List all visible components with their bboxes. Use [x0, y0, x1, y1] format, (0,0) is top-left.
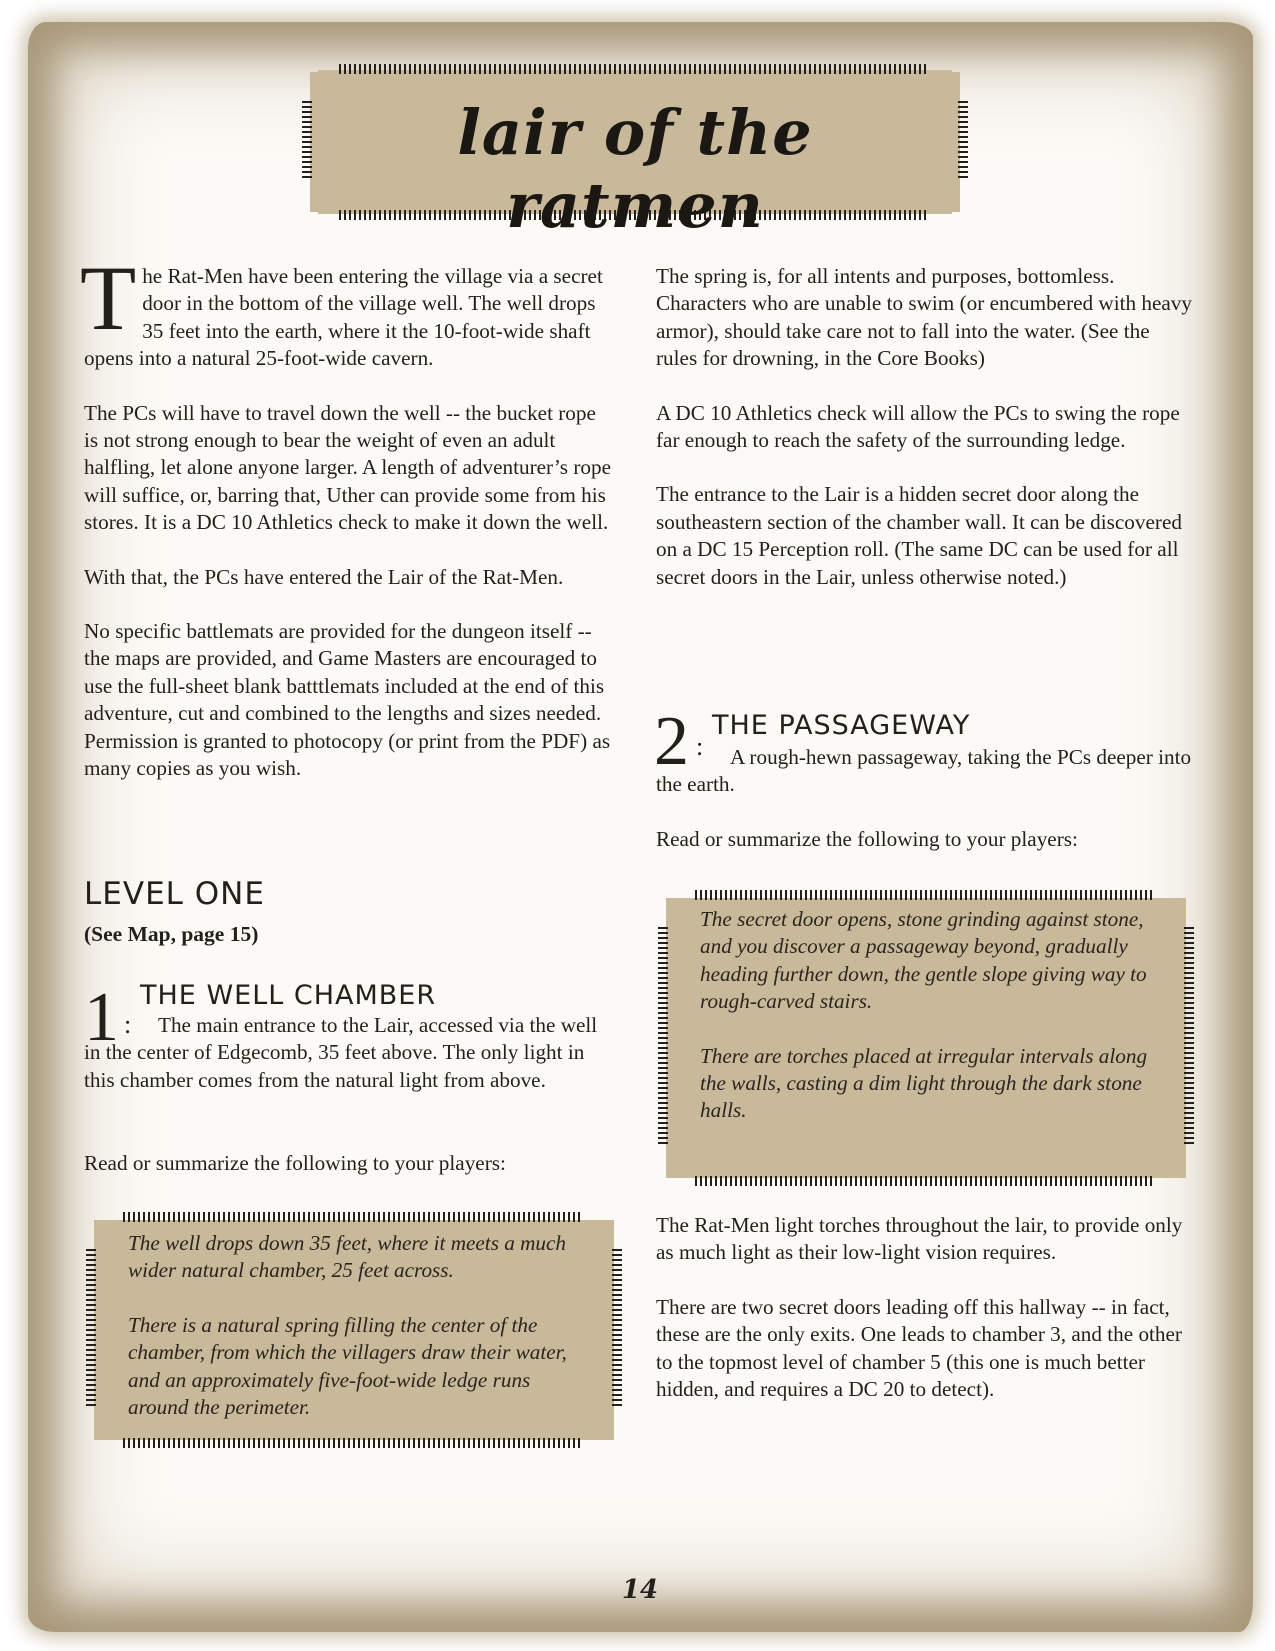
intro-paragraph-1: The Rat-Men have been entering the village via a secret door in the bottom of the village well. The well drops 35 feet into the earth, where it the 10-foot-wide shaft opens into a natural 25-foot-wide cavern. — [80, 247, 603, 371]
room-2-description: A rough-hewn passageway, taking the PCs deeper into the earth. — [656, 745, 1192, 797]
room-1-read-prompt: Read or summarize the following to your players: — [84, 1151, 506, 1175]
room-1-title: THE WELL CHAMBER — [140, 980, 437, 1011]
right-paragraph-3: The entrance to the Lair is a hidden secret door along the southeastern section of the chamber wall. It can be discovered on a DC 15 Perception roll. (The same DC can be used for all secret doors in the Lair, unless otherwise noted.) — [656, 482, 1182, 589]
intro-paragraph-2: The PCs will have to travel down the well -- the bucket rope is not strong enough to bear the weight of even an adult halfling, let alone anyone larger. A length of adventurer’s rope will suffice, or, barring that, Uther can provide some from his stores. It is a DC 10 Athletics check to make it down the well. — [84, 400, 611, 535]
room-1-readaloud-paragraph-2: There is a natural spring filling the center of the chamber, from which the villagers draw their water, and an approximately five-foot-wide ledge runs around the perimeter. — [128, 1312, 567, 1420]
right-paragraph-1: The spring is, for all intents and purposes, bottomless. Characters who are unable to swim (or encumbered with heavy armor), should take care not to fall into the water. (See the rules for drowning, in the Core Books) — [656, 264, 1192, 371]
intro-column — [80, 247, 614, 810]
page-title: lair of the ratmen — [457, 96, 813, 242]
room-1-number: 1 — [84, 979, 119, 1056]
room-2-read-prompt: Read or summarize the following to your players: — [656, 827, 1078, 851]
room-2-colon: : — [696, 732, 704, 761]
room-2-number: 2 — [654, 703, 689, 780]
page-number: 14 — [621, 1575, 659, 1605]
room-1-readaloud — [128, 1230, 588, 1448]
room-2-readaloud-paragraph-1: The secret door opens, stone grinding against stone, and you discover a passageway beyond, gradually heading further down, the gentle slope giving way to rough-carved stairs. — [700, 907, 1147, 1014]
room-2-after-paragraph-2: There are two secret doors leading off this hallway -- in fact, these are the only exits. One leads to chamber 3, and the other to the topmost level of chamber 5 (this one is much better hidden, and requires a DC 20 to detect). — [656, 1295, 1182, 1402]
right-paragraph-2: A DC 10 Athletics check will allow the PCs to swing the rope far enough to reach the safety of the surrounding ledge. — [656, 400, 1180, 453]
room-2-title: THE PASSAGEWAY — [712, 710, 971, 741]
room-1-colon: : — [124, 1010, 132, 1039]
room-1-description: The main entrance to the Lair, accessed via the well in the center of Edgecomb, 35 feet above. The only light in this chamber comes from the natural light from above. — [84, 1013, 598, 1092]
right-column — [656, 263, 1196, 618]
room-2-readaloud — [700, 906, 1160, 1152]
level-subheading: (See Map, page 15) — [84, 922, 259, 946]
room-2-readaloud-paragraph-2: There are torches placed at irregular intervals along the walls, casting a dim light through the dark stone halls. — [700, 1043, 1148, 1123]
drop-cap: T — [80, 247, 137, 349]
intro-paragraph-4: No specific battlemats are provided for the dungeon itself --the maps are provided, and Game Masters are encouraged to use the full-sheet blank batttlemats included at the end of this adventure, cut and combined to the lengths and sizes needed. Permission is granted to photocopy (or print from the PDF) as many copies as you wish. — [84, 619, 611, 781]
room-1-readaloud-paragraph-1: The well drops down 35 feet, where it meets a much wider natural chamber, 25 feet across. — [128, 1231, 567, 1283]
intro-paragraph-3: With that, the PCs have entered the Lair of the Rat-Men. — [84, 564, 564, 589]
room-2-after-paragraph-1: The Rat-Men light torches throughout the lair, to provide only as much light as their low-light vision requires. — [656, 1213, 1183, 1265]
level-heading: LEVEL ONE — [84, 876, 265, 912]
